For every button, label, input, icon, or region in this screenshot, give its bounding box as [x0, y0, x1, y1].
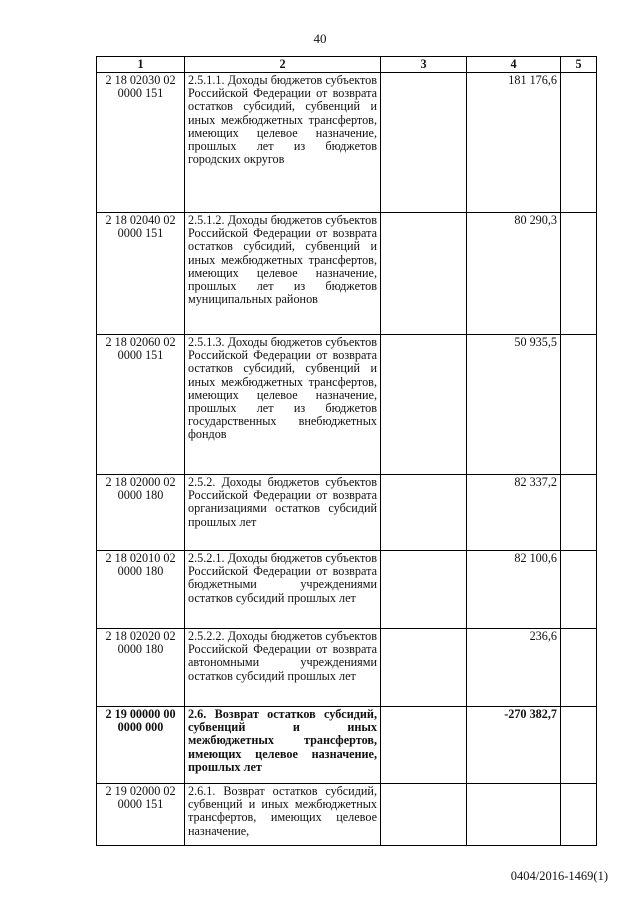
budget-classification-code: 2 18 02020 02 0000 180: [97, 629, 185, 707]
column-3-value: [381, 784, 467, 846]
column-5-value: [561, 707, 597, 784]
budget-classification-code: 2 18 02010 02 0000 180: [97, 551, 185, 629]
column-5-value: [561, 213, 597, 335]
revenue-item-name: 2.5.2. Доходы бюджетов субъектов Российской Федерации от возврата организациями остатков субсидий прошлых лет: [185, 475, 381, 551]
column-3-value: [381, 551, 467, 629]
table-row: [97, 73, 597, 213]
table-row: [97, 335, 597, 475]
amount-value: 82 337,2: [467, 475, 561, 551]
column-5-value: [561, 335, 597, 475]
budget-classification-code: 2 18 02060 02 0000 151: [97, 335, 185, 475]
column-3-value: [381, 629, 467, 707]
revenue-item-name: 2.6.1. Возврат остатков субсидий, субвенций и иных межбюджетных трансфертов, имеющих целевое назначение,: [185, 784, 381, 846]
budget-classification-code: 2 19 00000 00 0000 000: [97, 707, 185, 784]
table-row: [97, 475, 597, 551]
table-row: [97, 551, 597, 629]
column-5-value: [561, 475, 597, 551]
page-number: 40: [313, 31, 327, 46]
amount-value: 82 100,6: [467, 551, 561, 629]
column-5-value: [561, 784, 597, 846]
revenue-item-name: 2.5.1.3. Доходы бюджетов субъектов Российской Федерации от возврата остатков субсидий, субвенций и иных межбюджетных трансфертов, имеющих целевое назначение, прошлых лет из бюджетов государственных внебюджетных фондов: [185, 335, 381, 475]
column-5-value: [561, 551, 597, 629]
revenue-item-name: 2.5.1.2. Доходы бюджетов субъектов Российской Федерации от возврата остатков субсидий, субвенций и иных межбюджетных трансфертов, имеющих целевое назначение, прошлых лет из бюджетов муниципальных районов: [185, 213, 381, 335]
table-row: [97, 213, 597, 335]
table-row: [97, 784, 597, 846]
amount-value: 236,6: [467, 629, 561, 707]
amount-value: -270 382,7: [467, 707, 561, 784]
column-3-value: [381, 213, 467, 335]
revenue-item-name: 2.6. Возврат остатков субсидий, субвенций и иных межбюджетных трансфертов, имеющих целевое назначение, прошлых лет: [185, 707, 381, 784]
column-3-value: [381, 707, 467, 784]
column-5-value: [561, 629, 597, 707]
column-header: 3: [381, 57, 467, 73]
amount-value: 181 176,6: [467, 73, 561, 213]
document-code: 0404/2016-1469(1): [510, 869, 608, 883]
budget-classification-code: 2 18 02000 02 0000 180: [97, 475, 185, 551]
column-header: 5: [561, 57, 597, 73]
budget-classification-code: 2 19 02000 02 0000 151: [97, 784, 185, 846]
column-header: 1: [97, 57, 185, 73]
table-body: [97, 73, 597, 846]
column-header: 2: [185, 57, 381, 73]
table-row: [97, 629, 597, 707]
amount-value: 80 290,3: [467, 213, 561, 335]
column-3-value: [381, 73, 467, 213]
column-3-value: [381, 335, 467, 475]
revenue-item-name: 2.5.2.1. Доходы бюджетов субъектов Российской Федерации от возврата бюджетными учреждениями остатков субсидий прошлых лет: [185, 551, 381, 629]
column-3-value: [381, 475, 467, 551]
amount-value: 50 935,5: [467, 335, 561, 475]
column-5-value: [561, 73, 597, 213]
revenue-item-name: 2.5.1.1. Доходы бюджетов субъектов Российской Федерации от возврата остатков субсидий, субвенций и иных межбюджетных трансфертов, имеющих целевое назначение, прошлых лет из бюджетов городских округов: [185, 73, 381, 213]
budget-classification-code: 2 18 02030 02 0000 151: [97, 73, 185, 213]
column-header: 4: [467, 57, 561, 73]
budget-table: [96, 56, 597, 846]
table-row: [97, 707, 597, 784]
revenue-item-name: 2.5.2.2. Доходы бюджетов субъектов Российской Федерации от возврата автономными учреждениями остатков субсидий прошлых лет: [185, 629, 381, 707]
table-header-row: [97, 57, 597, 73]
budget-classification-code: 2 18 02040 02 0000 151: [97, 213, 185, 335]
amount-value: [467, 784, 561, 846]
